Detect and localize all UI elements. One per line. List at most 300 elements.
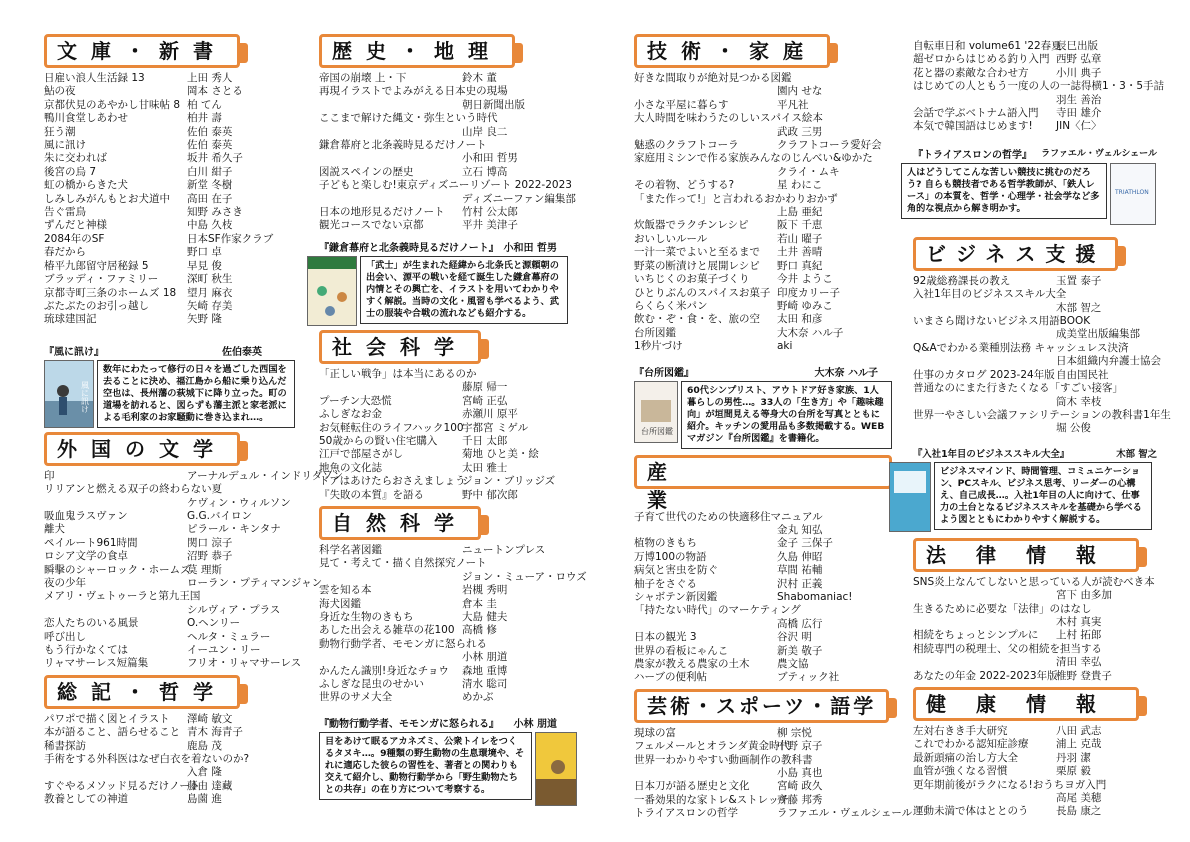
book-title: Q&Aでわかる業種別法務 キャッシュレス決済 bbox=[913, 341, 1129, 354]
book-entry bbox=[634, 807, 913, 820]
book-entry bbox=[634, 219, 892, 232]
book-author: 平井 美津子 bbox=[462, 219, 518, 232]
book-title: トライアスロンの哲学 bbox=[634, 807, 738, 820]
book-entry bbox=[913, 120, 1157, 133]
book-entry bbox=[44, 469, 344, 483]
book-entry bbox=[44, 126, 302, 139]
book-cover-image bbox=[44, 360, 94, 428]
book-title: 朱に交われば bbox=[44, 152, 107, 165]
book-author: 坂井 希久子 bbox=[187, 152, 243, 165]
book-entry bbox=[319, 85, 577, 98]
book-title: 離犬 bbox=[44, 523, 65, 536]
book-entry bbox=[319, 584, 577, 597]
book-entry bbox=[913, 589, 1157, 602]
book-title: いまさら聞けないビジネス用語BOOK bbox=[913, 315, 1091, 328]
book-title: 超ゼロからはじめる釣り入門 bbox=[913, 53, 1050, 66]
book-author: 若山 曜子 bbox=[777, 232, 823, 245]
book-entry bbox=[44, 537, 302, 550]
book-title: ハーブの便利帖 bbox=[634, 671, 707, 684]
feature-header bbox=[913, 146, 1157, 161]
book-entry bbox=[44, 179, 302, 192]
book-title: 鮎の夜 bbox=[44, 85, 76, 98]
list-tech-home bbox=[634, 72, 892, 354]
book-entry bbox=[319, 408, 577, 421]
book-author: 清田 幸弘 bbox=[1056, 656, 1102, 669]
svg-text:風に訊け: 風に訊け bbox=[80, 380, 90, 413]
book-title: ふしぎな昆虫のせかい bbox=[319, 678, 424, 690]
book-author: 森地 重博 bbox=[462, 664, 508, 677]
book-title: あした出会える雑草の花100 bbox=[319, 624, 455, 637]
book-entry bbox=[913, 315, 1157, 328]
book-author: Shabomaniac! bbox=[777, 590, 853, 603]
book-title: 図説スペインの歴史 bbox=[319, 165, 414, 178]
book-entry bbox=[634, 327, 892, 340]
book-entry bbox=[634, 179, 892, 192]
book-title: 恋人たちのいる風景 bbox=[44, 617, 139, 630]
book-title: 台所図鑑 bbox=[634, 326, 676, 339]
book-author: 金子 三保子 bbox=[777, 537, 833, 550]
book-title: 「正しい戦争」は本当にあるのか bbox=[319, 367, 477, 380]
book-title: 子どもと楽しむ!東京ディズニーリゾート 2022-2023 bbox=[319, 179, 572, 192]
book-author: 上田 秀人 bbox=[187, 72, 233, 84]
book-entry bbox=[913, 670, 1157, 683]
book-entry bbox=[319, 665, 577, 678]
book-author: 高尾 美穂 bbox=[1056, 792, 1102, 804]
book-author: ラファエル・ヴェルシェール bbox=[777, 807, 913, 820]
book-title: ここまで解けた縄文・弥生という時代 bbox=[319, 112, 498, 125]
book-author: クライ・ムキ bbox=[777, 165, 840, 178]
book-entry bbox=[44, 644, 302, 657]
book-title: 運動未満で体はととのう bbox=[913, 805, 1029, 818]
book-title: 飲む・ぞ・食・を、旅の空 bbox=[634, 313, 760, 326]
book-entry bbox=[319, 651, 577, 664]
book-author: 西野 弘章 bbox=[1056, 53, 1102, 66]
book-author: ケヴィン・ウィルソン bbox=[187, 496, 291, 509]
book-author: 野口 真紀 bbox=[777, 259, 823, 272]
book-entry bbox=[319, 691, 577, 704]
feature-header bbox=[319, 239, 577, 254]
book-author: 入倉 隆 bbox=[187, 766, 222, 779]
column-3 bbox=[634, 34, 913, 821]
book-title: 花と器の素敵な合わせ方 bbox=[913, 66, 1029, 79]
book-title: 会話で学ぶベトナム語入門 bbox=[913, 107, 1039, 120]
book-title: 瞬擊のシャーロック・ホームズ bbox=[44, 563, 191, 576]
book-title: 50歳からの賢い住宅購入 bbox=[319, 434, 438, 447]
book-author: 鹿島 茂 bbox=[187, 739, 222, 752]
book-author: 莫 理斯 bbox=[187, 563, 222, 576]
book-author: 竹村 公太郎 bbox=[462, 206, 518, 219]
book-entry bbox=[44, 590, 302, 603]
book-entry bbox=[44, 219, 302, 232]
book-entry bbox=[319, 475, 577, 488]
book-title: ずんだと神様 bbox=[44, 219, 107, 232]
book-entry bbox=[634, 631, 892, 644]
book-entry bbox=[634, 260, 892, 273]
book-author: フリオ・リャマサーレス bbox=[187, 657, 302, 670]
book-title: 椿平九郎留守居秘録 5 bbox=[44, 259, 149, 272]
book-entry bbox=[44, 313, 302, 326]
book-title: SNS炎上なんてしないと思っている人が読むべき本 bbox=[913, 575, 1155, 588]
book-entry bbox=[634, 780, 892, 793]
book-author: 長島 康之 bbox=[1056, 805, 1102, 818]
book-author: 倉本 圭 bbox=[462, 597, 497, 610]
book-author: 朝日新聞出版 bbox=[462, 98, 525, 111]
book-title: 世界一わかりやすい動画制作の教科書 bbox=[634, 753, 813, 766]
book-entry bbox=[913, 328, 1157, 341]
book-title: 京都伏見のあやかし甘味帖 8 bbox=[44, 98, 181, 111]
feature-header bbox=[319, 715, 577, 730]
book-entry bbox=[913, 738, 1157, 751]
book-author: 藤由 達藏 bbox=[187, 779, 233, 792]
book-cover-image bbox=[1110, 163, 1156, 225]
book-entry bbox=[913, 396, 1157, 409]
book-entry bbox=[913, 643, 1157, 656]
book-title: 2084年のSF bbox=[44, 232, 105, 245]
book-author: 藤原 帰一 bbox=[462, 381, 508, 394]
book-entry bbox=[913, 107, 1157, 120]
book-title: 炊飯器でラクチンレシピ bbox=[634, 219, 749, 232]
book-entry bbox=[634, 524, 892, 537]
book-author: 矢野 隆 bbox=[187, 313, 222, 326]
book-author: 関口 涼子 bbox=[187, 536, 233, 549]
book-title: 稀書探訪 bbox=[44, 739, 86, 752]
book-entry bbox=[634, 246, 892, 259]
feature-description: 目をあけて眠るアカネズミ、公衆トイレをつくるタヌキ…。9種類の野生動物の生息環境や、それに適応した彼らの習性を、著者との関わりも交えて紹介し、動物行動学から「野生動物たちとの共存」の在り方について考察する。 bbox=[319, 732, 532, 800]
book-entry bbox=[913, 576, 1157, 589]
book-author: 島薗 進 bbox=[187, 793, 222, 806]
book-entry bbox=[634, 300, 892, 313]
book-title: 身近な生物のきもち bbox=[319, 610, 414, 623]
book-entry bbox=[913, 342, 1157, 355]
section-health: 健康情報 bbox=[913, 687, 1139, 721]
book-author: ヘルタ・ミュラー bbox=[187, 630, 271, 643]
book-entry bbox=[319, 368, 577, 381]
book-entry bbox=[319, 611, 577, 624]
book-entry bbox=[44, 300, 302, 313]
book-author: 中島 久枝 bbox=[187, 219, 233, 232]
feature-author: 佐伯泰英 bbox=[222, 346, 262, 358]
book-title: 相続をちょっとシンプルに bbox=[913, 629, 1039, 642]
book-entry bbox=[634, 152, 892, 165]
book-author: ローラン・プティマンジャン bbox=[187, 576, 323, 589]
book-title: 世界一やさしい会議ファシリテーションの教科書1年生 bbox=[913, 408, 1171, 421]
book-author: 岩槻 秀明 bbox=[462, 584, 508, 597]
book-entry bbox=[44, 287, 302, 300]
book-entry bbox=[319, 112, 577, 125]
book-cover-image bbox=[535, 732, 577, 806]
book-author: 早見 俊 bbox=[187, 259, 222, 272]
book-entry bbox=[634, 727, 892, 740]
book-author: ピラール・キンタナ bbox=[187, 523, 281, 536]
svg-text:TRIATHLON: TRIATHLON bbox=[1115, 188, 1149, 196]
section-natural-science: 自然科学 bbox=[319, 506, 481, 540]
book-title: 鎌倉幕府と北条義時見るだけノート bbox=[319, 139, 487, 152]
book-title: 虹の橋からきた犬 bbox=[44, 179, 128, 192]
book-entry bbox=[44, 166, 302, 179]
book-author: 太田 和彦 bbox=[777, 313, 823, 326]
book-author: 菊地 ひと美・絵 bbox=[462, 448, 539, 461]
book-title: 日雇い浪人生活録 13 bbox=[44, 72, 145, 84]
book-title: 農家が教える農家の土木 bbox=[634, 658, 750, 670]
book-entry bbox=[44, 604, 302, 617]
book-entry bbox=[44, 713, 302, 726]
book-entry bbox=[913, 40, 1157, 53]
book-entry bbox=[913, 355, 1161, 368]
book-author: 自由国民社 bbox=[1056, 368, 1109, 381]
book-entry bbox=[913, 805, 1157, 818]
book-author: 澤崎 敏文 bbox=[187, 712, 233, 725]
book-author: 岡本 さとる bbox=[187, 85, 243, 98]
book-author: 柏井 壽 bbox=[187, 112, 222, 125]
book-title: 狂う潮 bbox=[44, 125, 76, 138]
book-entry bbox=[913, 765, 1157, 778]
book-title: 呼び出し bbox=[44, 630, 86, 643]
book-author: 木部 智之 bbox=[1056, 301, 1102, 314]
book-entry bbox=[913, 725, 1157, 738]
book-author: ブティック社 bbox=[777, 671, 840, 684]
section-business: ビジネス支援 bbox=[913, 237, 1118, 271]
book-entry bbox=[44, 497, 302, 510]
feature-title: 『鎌倉幕府と北条義時見るだけノート』 bbox=[319, 242, 499, 254]
book-title: かんたん識別!身近なチョウ bbox=[319, 664, 449, 677]
book-title: 「持たない時代」のマーケティング bbox=[634, 604, 801, 617]
book-title: 世界のサメ大全 bbox=[319, 691, 393, 704]
book-title: もう行かなくては bbox=[44, 644, 128, 656]
book-entry bbox=[44, 617, 302, 630]
book-entry bbox=[634, 126, 892, 139]
book-title: 日本の地形見るだけノート bbox=[319, 206, 445, 219]
book-title: 告ぐ雷鳥 bbox=[44, 206, 86, 219]
book-entry bbox=[634, 537, 892, 550]
book-author: 宮下 由多加 bbox=[1056, 589, 1112, 602]
book-title: しみしみがんもとお犬道中 bbox=[44, 192, 170, 205]
book-entry bbox=[44, 753, 302, 766]
book-author: 深町 秋生 bbox=[187, 273, 233, 286]
book-entry bbox=[319, 678, 577, 691]
book-title: 魅惑のクラフトコーラ bbox=[634, 139, 739, 152]
book-title: 本気で韓国語はじめます! bbox=[913, 120, 1033, 133]
book-entry bbox=[634, 645, 892, 658]
book-title: 本が語ること、語らせること bbox=[44, 726, 181, 739]
book-title: 入社1年目のビジネススキル大全 bbox=[913, 288, 1067, 301]
book-title: 再現イラストでよみがえる日本史の現場 bbox=[319, 85, 508, 98]
list-health bbox=[913, 725, 1157, 819]
book-title: 柚子をさぐる bbox=[634, 577, 697, 590]
book-author: 土井 善晴 bbox=[777, 246, 823, 259]
book-author: 成美堂出版編集部 bbox=[1056, 328, 1140, 341]
book-title: リャマサーレス短篇集 bbox=[44, 657, 149, 670]
book-entry bbox=[913, 80, 1165, 93]
book-title: その着物、どうする? bbox=[634, 179, 735, 192]
book-entry bbox=[913, 616, 1157, 629]
book-entry bbox=[319, 544, 577, 557]
book-title: これでわかる認知症診療 bbox=[913, 738, 1029, 751]
book-author: 上島 亜紀 bbox=[777, 206, 823, 219]
section-tech-home: 技術・家庭 bbox=[634, 34, 830, 68]
book-author: 平凡社 bbox=[777, 98, 809, 111]
section-art-sports-lang: 芸術・スポーツ・語学 bbox=[634, 689, 889, 723]
book-author: 知野 みさき bbox=[187, 206, 243, 219]
book-author: 青木 海青子 bbox=[187, 726, 243, 739]
book-entry bbox=[44, 99, 302, 112]
book-title: 風に訊け bbox=[44, 139, 86, 152]
book-entry bbox=[44, 631, 302, 644]
book-title: 現球の富 bbox=[634, 726, 676, 739]
book-entry bbox=[634, 273, 892, 286]
book-entry bbox=[634, 233, 892, 246]
book-author: 高橋 広行 bbox=[777, 617, 823, 630]
book-entry bbox=[634, 578, 892, 591]
feature-block bbox=[634, 381, 892, 449]
book-entry bbox=[913, 369, 1157, 382]
book-entry bbox=[913, 67, 1157, 80]
book-author: 沢村 正義 bbox=[777, 577, 823, 590]
book-author: 栗原 毅 bbox=[1056, 765, 1091, 778]
feature-description: 人はどうしてこんな苦しい競技に挑むのだろう? 自らも競技者である哲学教師が、「鉄人レース」の本質を、哲学・心理学・社会学など多角的な視点から解き明かす。 bbox=[901, 163, 1107, 219]
list-continued bbox=[913, 40, 1165, 134]
book-entry bbox=[319, 624, 577, 637]
book-author: ニュートンプレス bbox=[462, 543, 546, 556]
book-author: 椎野 登貴子 bbox=[1056, 669, 1112, 682]
book-title: 相続専門の税理士、父の相続を担当する bbox=[913, 642, 1102, 655]
feature-block bbox=[319, 732, 577, 806]
book-title: 左対右きき手大研究 bbox=[913, 724, 1008, 737]
book-author: 野中 郁次郎 bbox=[462, 488, 518, 501]
feature-title: 『入社1年目のビジネススキル大全』 bbox=[913, 448, 1070, 460]
book-author: 草間 祐輔 bbox=[777, 564, 823, 577]
book-title: 92歳総務課長の教え bbox=[913, 274, 1011, 287]
book-title: 家庭用ミシンで作る家族みんなのじんべい&ゆかた bbox=[634, 152, 873, 165]
book-author: 堀 公俊 bbox=[1056, 422, 1091, 435]
book-entry bbox=[319, 422, 577, 435]
book-entry bbox=[319, 557, 577, 570]
list-philosophy bbox=[44, 713, 302, 807]
book-entry bbox=[44, 273, 302, 286]
book-title: 手術をする外科医はなぜ白衣を着ないのか? bbox=[44, 753, 250, 766]
book-author: ジョン・ブリッジズ bbox=[462, 475, 556, 488]
book-entry bbox=[319, 179, 577, 192]
feature-block bbox=[901, 163, 1157, 225]
book-author: 上村 拓郎 bbox=[1056, 629, 1102, 642]
book-author: 大島 健夫 bbox=[462, 610, 508, 623]
book-title: おいしいルール bbox=[634, 232, 708, 245]
book-entry bbox=[44, 793, 302, 806]
book-entry bbox=[319, 381, 577, 394]
book-author: 柏 てん bbox=[187, 98, 222, 111]
list-industry bbox=[634, 511, 892, 685]
book-entry bbox=[44, 657, 302, 670]
book-author: 佐伯 泰英 bbox=[187, 139, 233, 152]
book-entry bbox=[319, 395, 577, 408]
book-author: 新美 敬子 bbox=[777, 644, 823, 657]
book-entry bbox=[44, 510, 302, 523]
book-entry bbox=[634, 112, 892, 125]
book-entry bbox=[634, 754, 892, 767]
book-title: 世界の看板にゃんこ bbox=[634, 644, 729, 657]
book-title: はじめての人ともう一度の人の一誌得横1・3・5手詰 bbox=[913, 80, 1165, 93]
book-author: 辰巳出版 bbox=[1056, 40, 1098, 52]
book-title: 1秒片づけ bbox=[634, 340, 683, 353]
book-entry bbox=[634, 206, 892, 219]
book-author: 立石 博高 bbox=[462, 165, 508, 178]
book-author: 鈴木 董 bbox=[462, 72, 497, 84]
book-entry bbox=[319, 462, 577, 475]
book-entry bbox=[319, 99, 577, 112]
book-author: 千日 太郎 bbox=[462, 434, 508, 447]
feature-author: 大木奈 ハル子 bbox=[814, 367, 878, 379]
book-title: 普通なのにまた行きたくなる「すごい接客」 bbox=[913, 382, 1123, 395]
feature-block bbox=[889, 462, 1157, 532]
book-author: 新堂 冬樹 bbox=[187, 179, 233, 192]
list-natural-science bbox=[319, 543, 587, 705]
book-author: 沼野 恭子 bbox=[187, 550, 233, 563]
book-title: シャボテン新図鑑 bbox=[634, 590, 718, 603]
book-title: パワポで描く図とイラスト bbox=[44, 712, 170, 725]
book-entry bbox=[634, 767, 892, 780]
book-entry bbox=[44, 72, 302, 85]
book-entry bbox=[319, 219, 577, 232]
book-author: 農文協 bbox=[777, 658, 809, 670]
book-title: 最新頭痛の治し方大全 bbox=[913, 751, 1018, 764]
book-entry bbox=[44, 112, 302, 125]
book-author: 浦上 克哉 bbox=[1056, 738, 1102, 751]
book-title: 江戸で部屋さがし bbox=[319, 448, 403, 461]
book-entry bbox=[319, 598, 577, 611]
book-entry bbox=[319, 638, 577, 651]
book-cover-image bbox=[889, 462, 931, 532]
book-title: 吸血鬼ラスヴァン bbox=[44, 509, 128, 522]
feature-title: 『風に訊け』 bbox=[44, 346, 104, 358]
book-title: ひとりぶんのスパイスお菓子 bbox=[634, 286, 771, 299]
book-entry bbox=[634, 166, 892, 179]
book-author: 久島 伸昭 bbox=[777, 550, 823, 563]
list-business bbox=[913, 274, 1171, 436]
feature-header bbox=[913, 446, 1157, 460]
book-entry bbox=[913, 603, 1157, 616]
book-author: 山岸 良二 bbox=[462, 125, 508, 138]
book-entry bbox=[913, 422, 1157, 435]
book-entry bbox=[44, 246, 302, 259]
book-title: 「また作って!」と言われるおかわりおかず bbox=[634, 192, 838, 205]
book-entry bbox=[634, 287, 892, 300]
book-entry bbox=[634, 658, 892, 671]
book-author: O.ヘンリー bbox=[187, 617, 241, 630]
book-title: あなたの年金 2022-2023年版 bbox=[913, 669, 1058, 682]
book-entry bbox=[634, 340, 892, 353]
book-title: 万博100の物語 bbox=[634, 550, 707, 563]
book-title: 仕事のカタログ 2023-24年版 bbox=[913, 368, 1055, 381]
book-entry bbox=[634, 139, 892, 152]
column-4 bbox=[907, 40, 1171, 819]
book-title: 後宮の烏 7 bbox=[44, 165, 97, 178]
book-entry bbox=[44, 152, 302, 165]
book-entry bbox=[319, 448, 577, 461]
feature-title: 『台所図鑑』 bbox=[634, 367, 694, 379]
book-author: 丹羽 潔 bbox=[1056, 751, 1091, 764]
book-entry bbox=[319, 489, 577, 502]
book-title: 京都寺町三条のホームズ 18 bbox=[44, 286, 177, 299]
book-entry bbox=[634, 794, 892, 807]
book-author: 齊藤 邦秀 bbox=[777, 793, 823, 806]
book-title: 血管が強くなる習慣 bbox=[913, 765, 1008, 778]
book-entry bbox=[913, 408, 1171, 422]
book-entry bbox=[44, 576, 323, 590]
book-title: 印 bbox=[44, 469, 55, 482]
book-entry bbox=[44, 740, 302, 753]
book-title: ロシア文学の食卓 bbox=[44, 550, 128, 563]
section-social-science: 社会科学 bbox=[319, 330, 481, 364]
section-bunko: 文庫・新書 bbox=[44, 34, 240, 68]
